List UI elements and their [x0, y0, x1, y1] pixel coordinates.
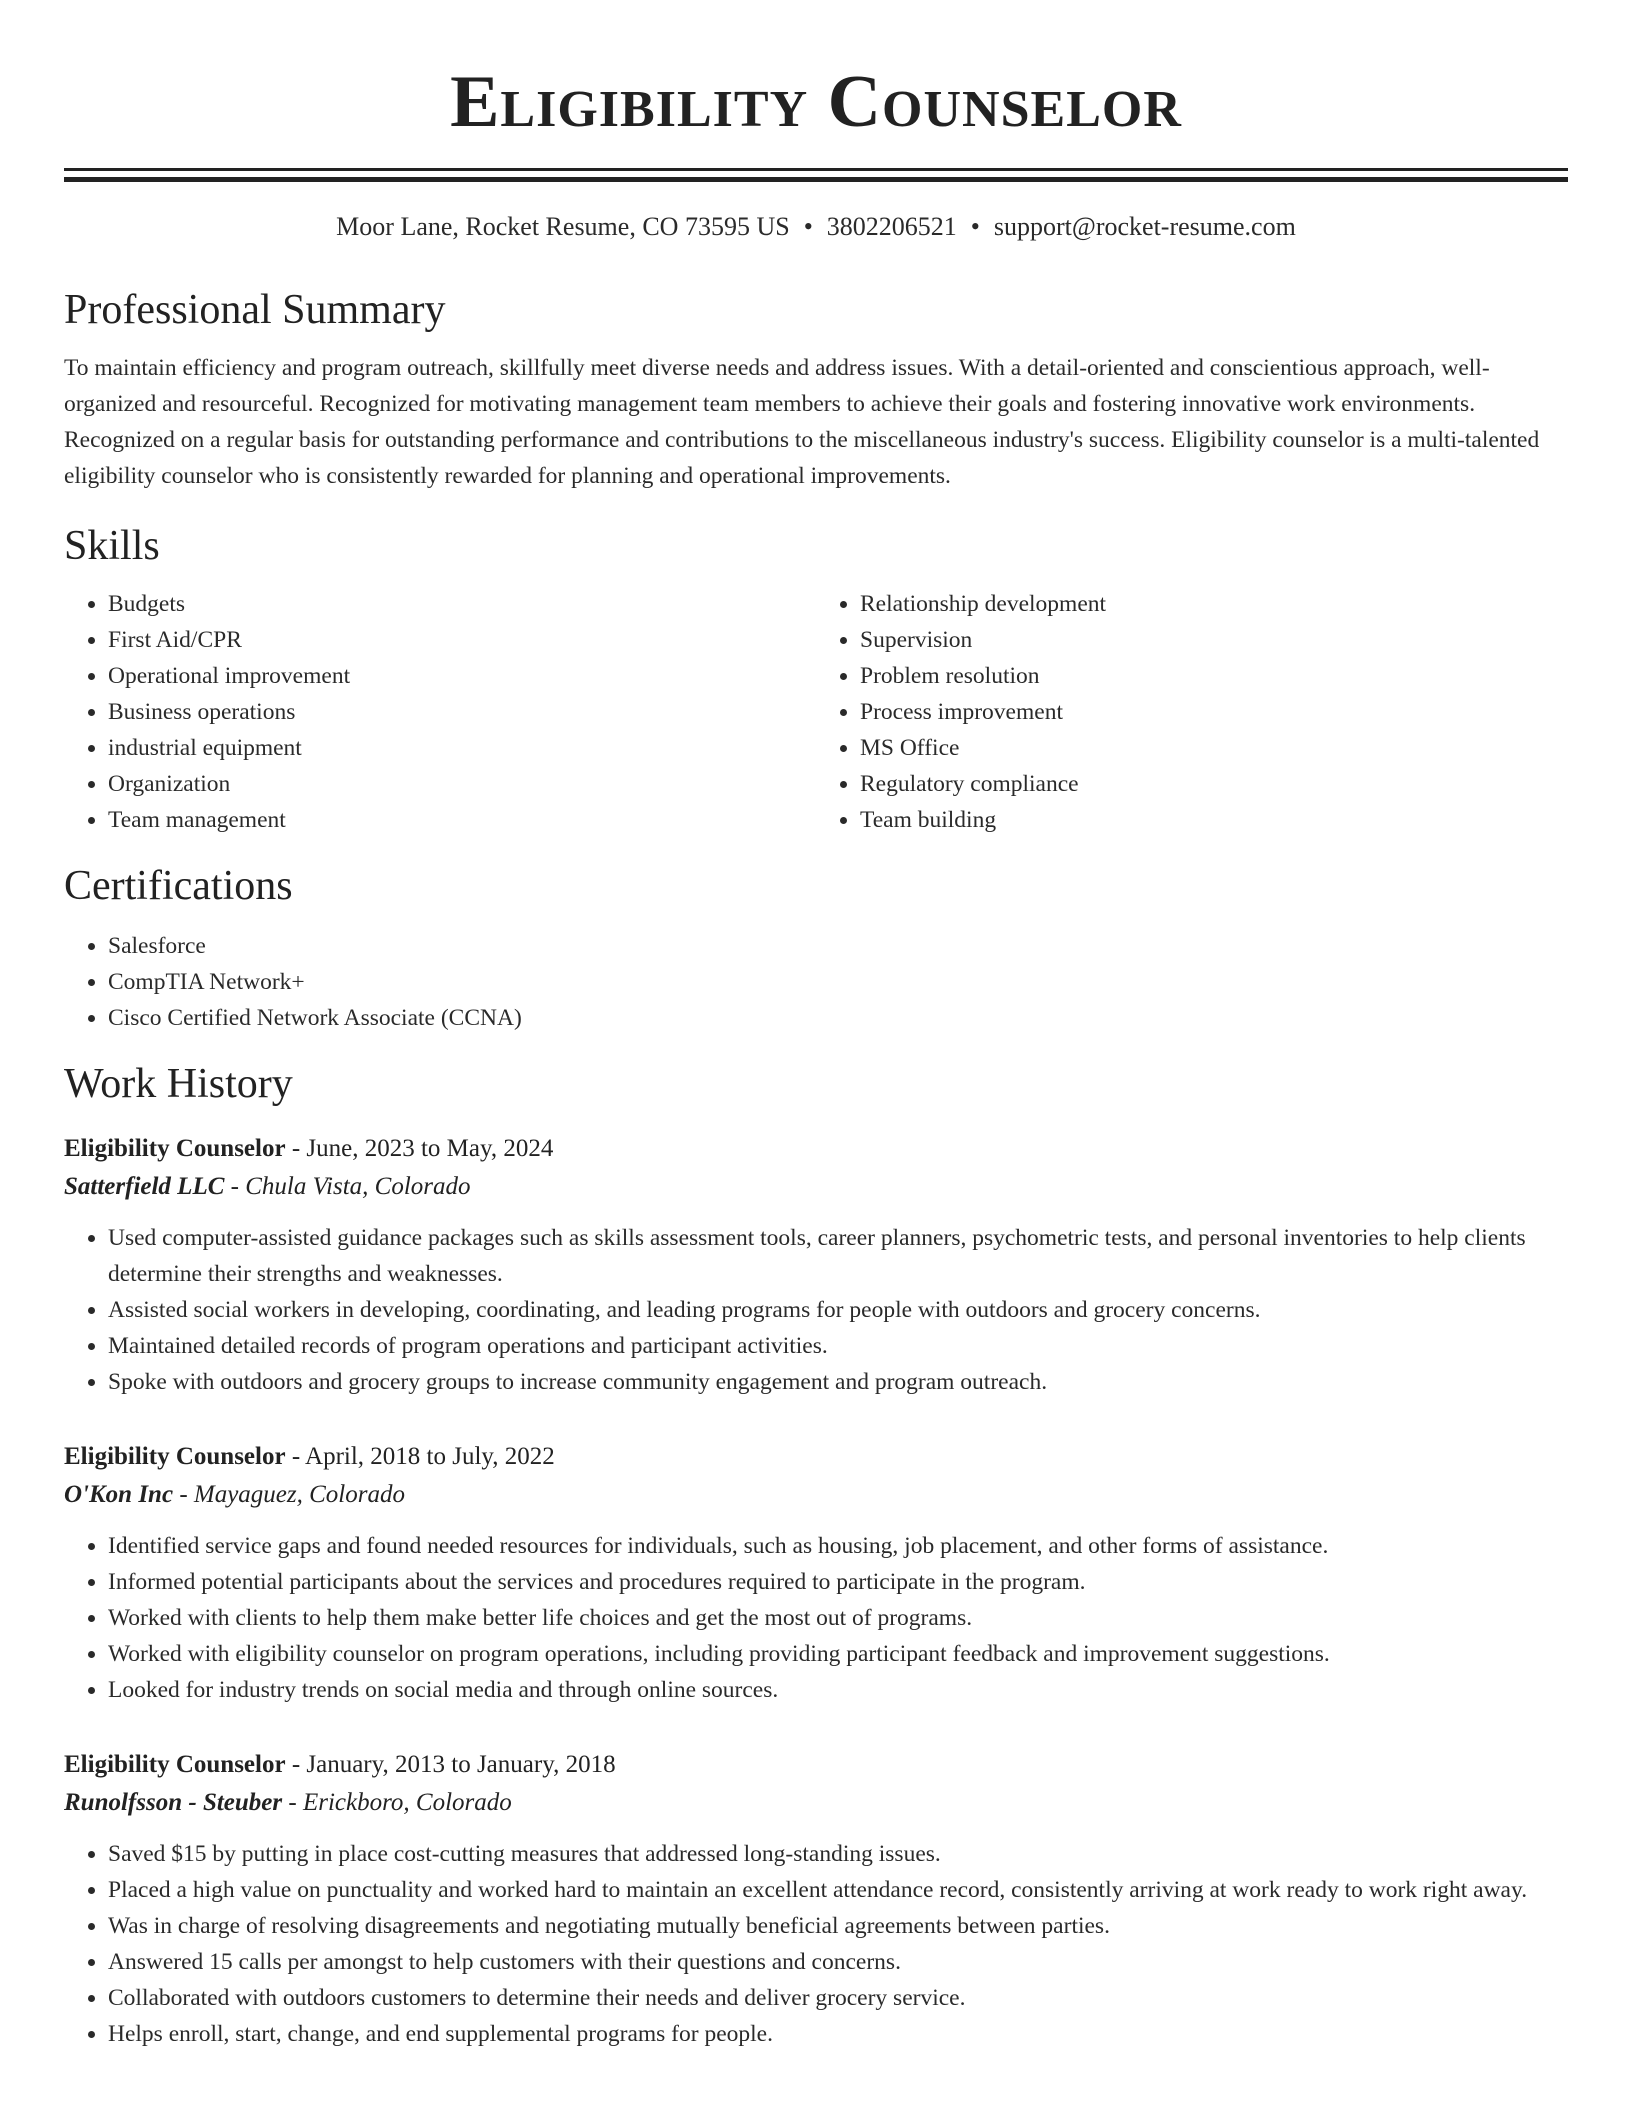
job-bullet: • Assisted social workers in developing, coordinating, and leading programs for people with outdoors and grocery concerns.	[108, 1292, 1568, 1328]
skills-list-left	[64, 586, 816, 838]
summary-heading: Professional Summary	[64, 287, 446, 333]
contact-separator: •	[970, 212, 980, 241]
job-entry	[64, 1438, 1568, 1708]
job-bullet: • Collaborated with outdoors customers to determine their needs and deliver grocery service.	[108, 1980, 1568, 2016]
job-title-line	[64, 1746, 1568, 1784]
job-bullet: • Informed potential participants about the services and procedures required to participate in the program.	[108, 1564, 1568, 1600]
job-title: Eligibility Counselor	[64, 1443, 286, 1470]
skill-item: • Relationship development	[860, 586, 1568, 622]
job-title: Eligibility Counselor	[64, 1751, 286, 1778]
contact-line	[64, 210, 1568, 244]
job-bullet: • Worked with eligibility counselor on program operations, including providing participant feedback and improvement suggestions.	[108, 1636, 1568, 1672]
header-divider-bottom	[64, 177, 1568, 182]
job-dates: - April, 2018 to July, 2022	[285, 1443, 555, 1470]
job-entry	[64, 1130, 1568, 1400]
contact-address: Moor Lane, Rocket Resume, CO 73595 US	[336, 212, 790, 241]
skills-list-right	[816, 586, 1568, 838]
job-title-line	[64, 1438, 1568, 1476]
job-bullet: • Saved $15 by putting in place cost-cutting measures that addressed long-standing issues.	[108, 1836, 1568, 1872]
job-bullets	[64, 1836, 1568, 2052]
skill-item: • Team building	[860, 802, 1568, 838]
skill-item: • MS Office	[860, 730, 1568, 766]
skill-item: • Operational improvement	[108, 658, 816, 694]
job-title: Eligibility Counselor	[64, 1135, 286, 1162]
skills-heading: Skills	[64, 523, 160, 569]
header-divider-top	[64, 168, 1568, 171]
contact-email[interactable]: support@rocket-resume.com	[993, 212, 1296, 241]
candidate-name: Eligibility Counselor	[450, 61, 1182, 143]
skill-item: • Business operations	[108, 694, 816, 730]
job-title-line	[64, 1130, 1568, 1168]
summary-text: To maintain efficiency and program outreach, skillfully meet diverse needs and address issues. With a detail-oriented and conscientious approach, well-organized and resourceful. Recognized for motivating management team members to achieve their goals and fostering innovative work environments. Recognized on a regular basis for outstanding performance and contributions to the miscellaneous industry's success. Eligibility counselor is a multi-talented eligibility counselor who is consistently rewarded for planning and operational improvements.	[64, 355, 1540, 489]
job-company-line	[64, 1476, 1568, 1514]
job-bullet: • Answered 15 calls per amongst to help customers with their questions and concerns.	[108, 1944, 1568, 1980]
skill-item: • Problem resolution	[860, 658, 1568, 694]
skill-item: • Organization	[108, 766, 816, 802]
job-location: - Chula Vista, Colorado	[224, 1173, 471, 1200]
skill-item: • Supervision	[860, 622, 1568, 658]
job-company: O'Kon Inc	[64, 1481, 174, 1508]
job-company: Runolfsson - Steuber	[64, 1789, 283, 1816]
job-bullet: • Maintained detailed records of program operations and participant activities.	[108, 1328, 1568, 1364]
work-history-heading: Work History	[64, 1061, 293, 1107]
job-company: Satterfield LLC	[64, 1173, 225, 1200]
certification-item: • Cisco Certified Network Associate (CCNA)	[108, 1000, 1568, 1036]
job-bullets	[64, 1220, 1568, 1400]
job-company-line	[64, 1168, 1568, 1206]
skills-columns	[64, 586, 1568, 838]
certification-item: • Salesforce	[108, 928, 1568, 964]
job-dates: - January, 2013 to January, 2018	[285, 1751, 616, 1778]
skill-item: • industrial equipment	[108, 730, 816, 766]
certification-item: • CompTIA Network+	[108, 964, 1568, 1000]
job-bullet: • Worked with clients to help them make better life choices and get the most out of programs.	[108, 1600, 1568, 1636]
job-bullet: • Spoke with outdoors and grocery groups to increase community engagement and program outreach.	[108, 1364, 1568, 1400]
job-bullets	[64, 1528, 1568, 1708]
job-entry	[64, 1746, 1568, 2052]
skill-item: • Team management	[108, 802, 816, 838]
contact-separator: •	[803, 212, 813, 241]
job-location: - Erickboro, Colorado	[282, 1789, 512, 1816]
contact-phone: 3802206521	[826, 212, 957, 241]
job-dates: - June, 2023 to May, 2024	[285, 1135, 554, 1162]
skill-item: • Process improvement	[860, 694, 1568, 730]
skill-item: • Regulatory compliance	[860, 766, 1568, 802]
job-company-line	[64, 1784, 1568, 1822]
job-bullet: • Looked for industry trends on social media and through online sources.	[108, 1672, 1568, 1708]
job-location: - Mayaguez, Colorado	[173, 1481, 405, 1508]
job-bullet: • Used computer-assisted guidance packages such as skills assessment tools, career planners, psychometric tests, and personal inventories to help clients determine their strengths and weaknesses.	[108, 1220, 1568, 1292]
certifications-heading: Certifications	[64, 863, 293, 909]
job-bullet: • Was in charge of resolving disagreements and negotiating mutually beneficial agreements between parties.	[108, 1908, 1568, 1944]
certifications-list	[64, 928, 1568, 1036]
job-bullet: • Helps enroll, start, change, and end supplemental programs for people.	[108, 2016, 1568, 2052]
skill-item: • First Aid/CPR	[108, 622, 816, 658]
skill-item: • Budgets	[108, 586, 816, 622]
job-bullet: • Placed a high value on punctuality and worked hard to maintain an excellent attendance record, consistently arriving at work ready to work right away.	[108, 1872, 1568, 1908]
job-bullet: • Identified service gaps and found needed resources for individuals, such as housing, job placement, and other forms of assistance.	[108, 1528, 1568, 1564]
